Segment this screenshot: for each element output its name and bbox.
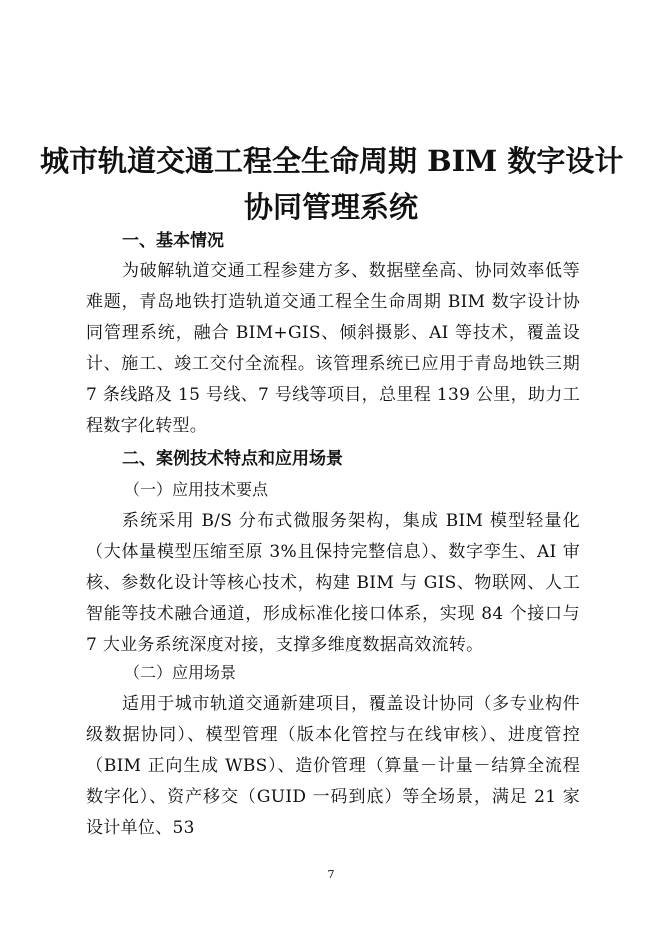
page-number: 7 (327, 868, 335, 881)
document-title-line-2: 协同管理系统 (243, 190, 418, 225)
section-1-paragraph: 为破解轨道交通工程参建方多、数据壁垒高、协同效率低等难题，青岛地铁打造轨道交通工程全生命周期 BIM 数字设计协同管理系统，融合 BIM+GIS、倾斜摄影、AI 等技术，覆盖设计、施工、竣工交付全流程。该管理系统已应用于青岛地铁三期 7 条线路及 15 号线、7 号线等项目，总里程 139 公里，助力工程数字化转型。 (86, 261, 580, 436)
subsection-2-heading: （二）应用场景 (124, 663, 237, 682)
subsection-2-paragraph: 适用于城市轨道交通新建项目，覆盖设计协同（多专业构件级数据协同）、模型管理（版本化管控与在线审核）、进度管控（BIM 正向生成 WBS）、造价管理（算量－计量－结算全流程数字化）、资产移交（GUID 一码到底）等全场景，满足 21 家设计单位、53 (86, 694, 580, 838)
section-2-heading: 二、案例技术特点和应用场景 (122, 449, 343, 469)
document-title-line-1: 城市轨道交通工程全生命周期 BIM 数字设计 (40, 144, 624, 179)
subsection-1-paragraph: 系统采用 B/S 分布式微服务架构，集成 BIM 模型轻量化（大体量模型压缩至原 3%且保持完整信息）、数字孪生、AI 审核、参数化设计等核心技术，构建 BIM 与 GIS、物联网、人工智能等技术融合通道，形成标准化接口体系，实现 84 个接口与 7 大业务系统深度对接，支撑多维度数据高效流转。 (86, 511, 580, 655)
subsection-1-heading: （一）应用技术要点 (124, 480, 269, 499)
section-1-heading: 一、基本情况 (122, 231, 224, 251)
